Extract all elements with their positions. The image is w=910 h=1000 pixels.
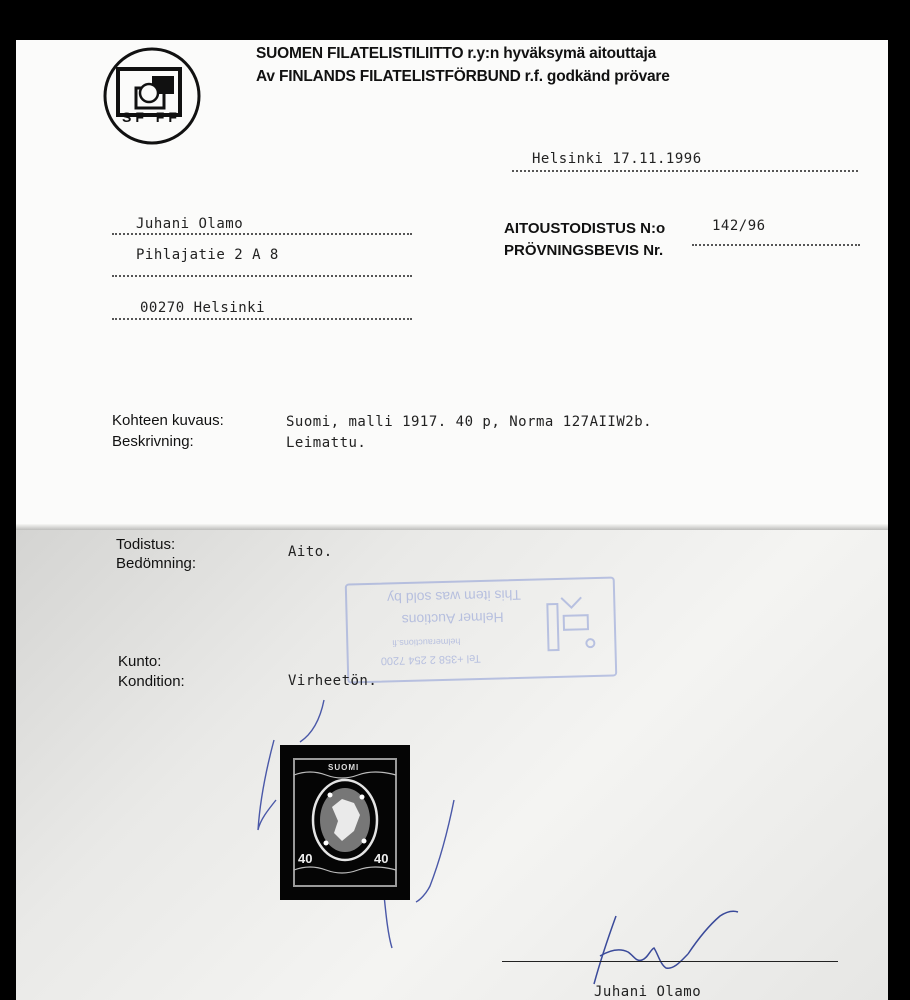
header-line-fi: SUOMEN FILATELISTILIITTO r.y:n hyväksymä aitouttaja (256, 45, 657, 62)
auction-stamp-line-1: This item was sold by (386, 586, 522, 607)
certificate-label-sv: PRÖVNINGSBEVIS Nr. (504, 242, 664, 259)
stamp-value-left: 40 (298, 851, 313, 866)
signature-name: Juhani Olamo (594, 984, 702, 1000)
recipient-name-underline (112, 233, 412, 235)
recipient-city-underline (112, 318, 412, 320)
auction-stamp (345, 576, 618, 683)
place-date: Helsinki 17.11.1996 (532, 151, 702, 167)
stamp-image (280, 745, 410, 900)
recipient-street-underline (112, 275, 412, 277)
auction-logo-icon (543, 593, 601, 660)
description-line-2: Leimattu. (286, 435, 367, 451)
verdict-value: Aito. (288, 544, 333, 560)
auction-stamp-line-2: Helmer Auctions (401, 609, 504, 629)
stamp-country: SUOMI (328, 763, 360, 772)
handwritten-signature (556, 898, 756, 988)
stamp-value-right: 40 (374, 851, 389, 866)
certificate-number: 142/96 (712, 218, 766, 234)
signature-line (502, 961, 838, 962)
description-label-sv: Beskrivning: (112, 433, 194, 450)
verdict-label-sv: Bedömning: (116, 555, 197, 572)
condition-value: Virheetön. (288, 673, 378, 689)
recipient-street: Pihlajatie 2 A 8 (136, 247, 279, 263)
verdict-label-fi: Todistus: (116, 536, 176, 553)
recipient-name: Juhani Olamo (136, 216, 244, 232)
condition-label-fi: Kunto: (118, 653, 162, 670)
description-line-1: Suomi, malli 1917. 40 p, Norma 127AIIW2b. (286, 414, 653, 430)
logo-text: SF FF (122, 109, 181, 125)
certificate-label-fi: AITOUSTODISTUS N:o (504, 220, 666, 237)
header-line-sv: Av FINLANDS FILATELISTFÖRBUND r.f. godkänd prövare (256, 68, 670, 85)
sf-ff-logo (102, 46, 202, 146)
auction-stamp-line-3: helmerauctions.fi (392, 636, 461, 649)
description-label-fi: Kohteen kuvaus: (112, 412, 224, 429)
certificate-page (16, 40, 888, 1000)
recipient-city: 00270 Helsinki (140, 300, 266, 316)
certificate-number-underline (692, 244, 860, 246)
auction-stamp-line-4: Tel +358 2 254 7200 (380, 652, 481, 667)
condition-label-sv: Kondition: (118, 673, 185, 690)
paper-fold (16, 524, 888, 530)
place-date-underline (512, 170, 858, 172)
